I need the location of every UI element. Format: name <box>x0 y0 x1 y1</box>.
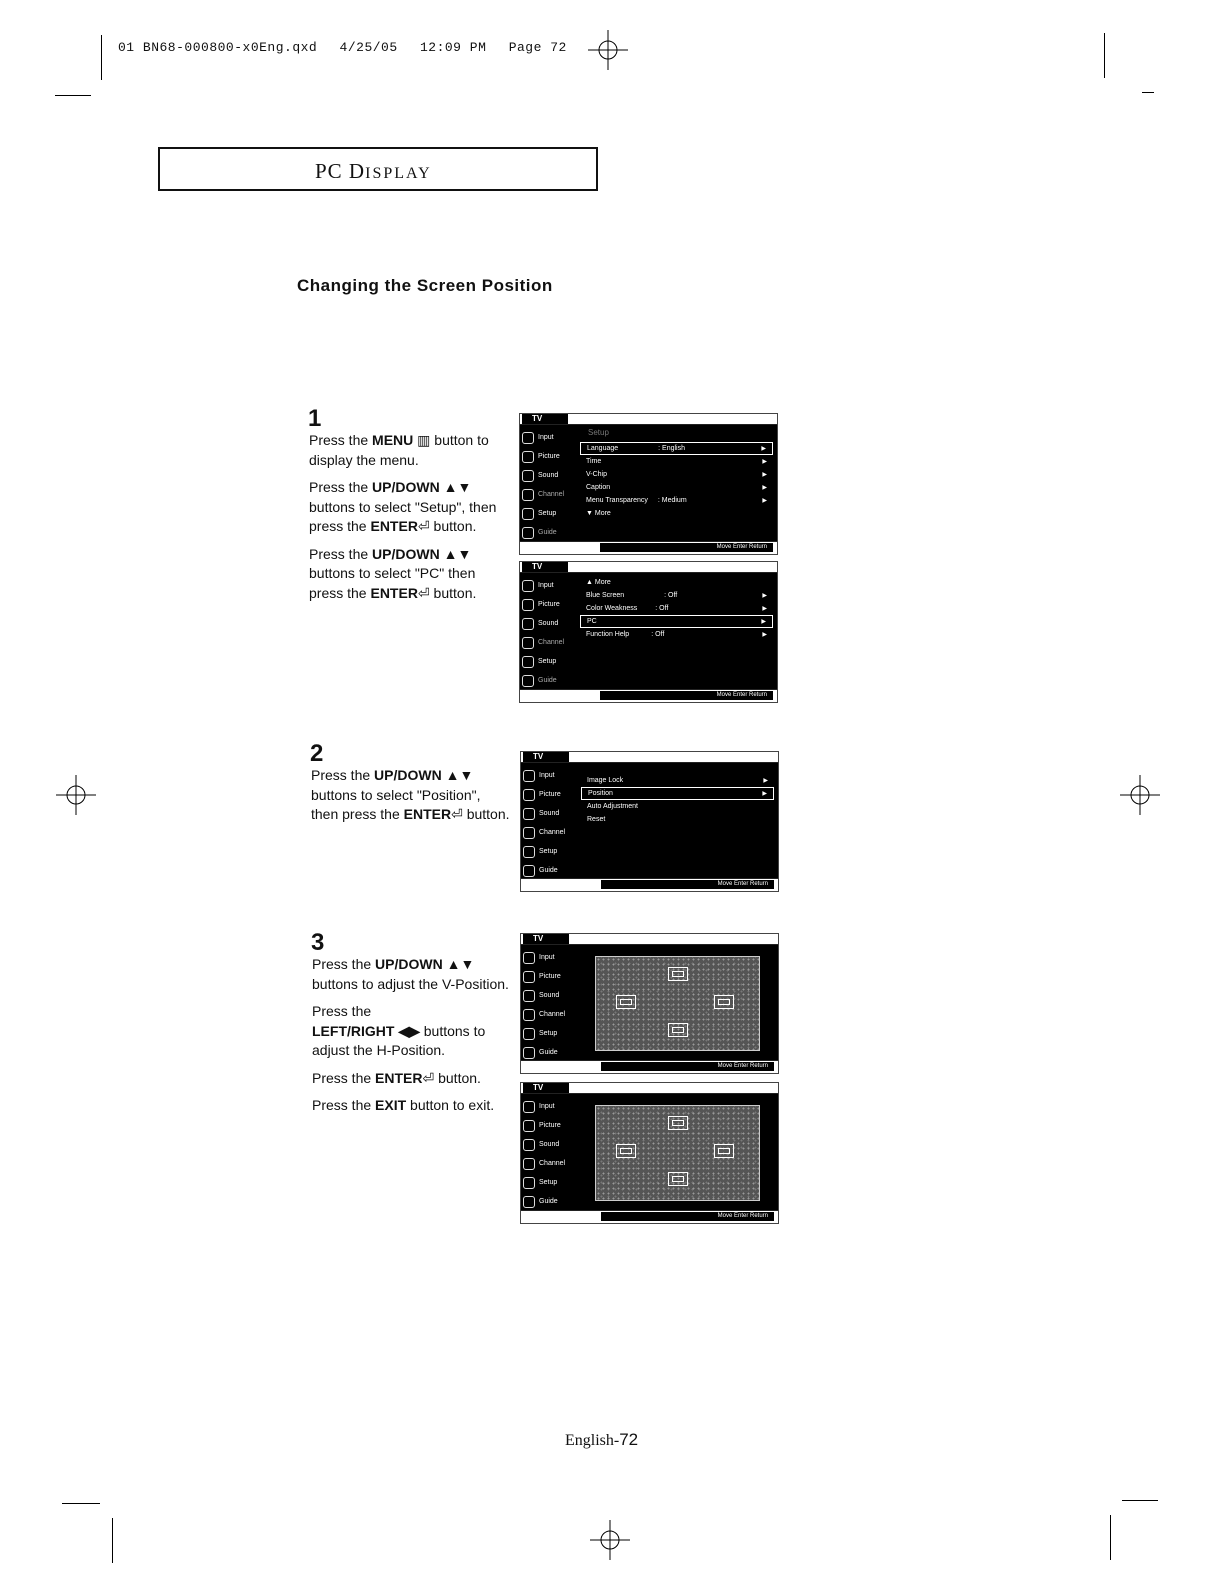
sidebar-label: Channel <box>539 829 566 836</box>
setup-icon <box>523 1177 535 1189</box>
sidebar-item-picture <box>523 1116 579 1135</box>
sound-icon <box>523 1139 535 1151</box>
tv-menu-screenshot <box>519 561 778 703</box>
menu-row <box>580 494 773 507</box>
tv-sidebar <box>522 428 578 542</box>
setup-icon <box>523 1028 535 1040</box>
sidebar-label: Picture <box>539 1122 561 1129</box>
row-label: V-Chip <box>586 471 608 478</box>
tv-hint-bar <box>521 1210 778 1223</box>
registration-mark-icon <box>56 775 96 815</box>
position-right-icon <box>714 1144 734 1158</box>
hint-text: Move Enter Return <box>600 543 773 552</box>
menu-row <box>580 442 773 455</box>
arrow-right-icon: ▶ <box>762 472 767 478</box>
guide-icon <box>522 675 534 687</box>
picture-icon <box>523 971 535 983</box>
tv-sidebar <box>523 1097 579 1211</box>
key-name: ENTER <box>375 1069 423 1086</box>
key-name: LEFT/RIGHT ◀▶ <box>312 1022 420 1039</box>
sidebar-label: Input <box>538 434 554 441</box>
key-name: ENTER <box>403 806 452 822</box>
tv-top-bar <box>520 562 777 573</box>
sidebar-label: Setup <box>539 848 558 855</box>
tv-top-bar <box>521 1083 778 1094</box>
row-label: Menu Transparency <box>586 497 648 504</box>
sidebar-item-setup <box>522 652 578 671</box>
tv-label: TV <box>523 1083 569 1093</box>
key-name: UP/DOWN ▲▼ <box>374 767 474 783</box>
menu-row <box>580 589 773 602</box>
arrow-right-icon: ▶ <box>762 632 767 638</box>
row-label: Reset <box>587 816 606 823</box>
sidebar-item-channel <box>523 823 579 842</box>
menu-key-icon: ▥ <box>413 432 431 448</box>
sidebar-label: Channel <box>539 1011 566 1018</box>
menu-row <box>580 455 773 468</box>
instruction-paragraph <box>312 955 512 994</box>
crop-mark <box>1104 33 1105 78</box>
row-value: : Medium <box>657 497 687 504</box>
row-label: Language <box>587 445 619 452</box>
picture-icon <box>523 1120 535 1132</box>
guide-icon <box>523 865 535 877</box>
slug-time: 12:09 PM <box>419 40 487 55</box>
input-icon <box>523 770 535 782</box>
position-adjust-area <box>595 1105 760 1201</box>
text: Press the <box>312 956 376 972</box>
text: button to exit. <box>406 1097 495 1113</box>
sidebar-label: Guide <box>538 677 557 684</box>
text: button. <box>462 806 510 822</box>
row-label: Auto Adjustment <box>587 803 638 810</box>
picture-icon <box>522 599 534 611</box>
crop-mark <box>55 95 91 96</box>
registration-mark-icon <box>590 1520 630 1560</box>
setup-icon <box>522 656 534 668</box>
step-3-instructions <box>312 955 512 1124</box>
tv-hint-bar <box>520 689 777 702</box>
tv-top-bar <box>521 752 778 763</box>
sidebar-label: Input <box>539 954 555 961</box>
row-label: Color Weakness <box>586 605 638 612</box>
menu-row <box>581 787 774 800</box>
sidebar-item-picture <box>523 785 579 804</box>
tv-menu-panel <box>581 774 774 877</box>
position-left-icon <box>616 1144 636 1158</box>
sidebar-item-guide <box>522 523 578 542</box>
sidebar-item-input <box>523 766 579 785</box>
sidebar-item-setup <box>522 504 578 523</box>
arrow-right-icon: ▶ <box>761 619 766 625</box>
tv-menu-screenshot <box>519 413 778 555</box>
key-name: UP/DOWN ▲▼ <box>375 956 475 972</box>
text: button. <box>434 1069 481 1086</box>
sidebar-item-input <box>522 576 578 595</box>
row-label: Image Lock <box>587 777 624 784</box>
arrow-right-icon: ▶ <box>762 459 767 465</box>
crop-mark <box>101 35 102 80</box>
tv-label: TV <box>522 562 568 572</box>
key-name: UP/DOWN ▲▼ <box>372 545 472 562</box>
printer-slug <box>118 40 581 55</box>
sidebar-label: Channel <box>538 639 565 646</box>
text: Press the <box>311 767 375 783</box>
text: buttons to select "Position", then press the <box>311 786 481 822</box>
position-up-icon <box>668 1116 688 1130</box>
sidebar-item-setup <box>523 842 579 861</box>
key-name: EXIT <box>375 1097 407 1113</box>
text: Press the <box>309 479 373 495</box>
sidebar-label: Setup <box>539 1179 558 1186</box>
menu-row <box>580 628 773 641</box>
sidebar-label: Sound <box>539 810 560 817</box>
position-adjust-area <box>595 956 760 1051</box>
sidebar-item-setup <box>523 1173 579 1192</box>
crop-mark <box>62 1503 100 1504</box>
text: buttons to adjust the H-Position. <box>312 1022 486 1058</box>
sidebar-item-channel <box>523 1154 579 1173</box>
sidebar-label: Guide <box>538 529 557 536</box>
sidebar-item-input <box>523 1097 579 1116</box>
menu-row <box>580 576 773 589</box>
sidebar-label: Sound <box>539 992 560 999</box>
sidebar-item-sound <box>523 1135 579 1154</box>
tv-hint-bar <box>521 1060 778 1073</box>
page-number-value: 72 <box>619 1430 639 1449</box>
sidebar-label: Picture <box>538 601 560 608</box>
sidebar-item-picture <box>522 447 578 466</box>
row-value: : Off <box>664 592 678 599</box>
sidebar-item-picture <box>522 595 578 614</box>
sidebar-label: Guide <box>539 1049 558 1056</box>
enter-key-icon: ⏎ <box>417 584 430 601</box>
row-label: ▲ More <box>586 579 611 586</box>
instruction-paragraph <box>309 478 509 537</box>
input-icon <box>523 1101 535 1113</box>
menu-row <box>580 615 773 628</box>
menu-row <box>581 813 774 826</box>
enter-key-icon: ⏎ <box>417 518 430 534</box>
arrow-right-icon: ▶ <box>762 791 767 797</box>
input-icon <box>522 580 534 592</box>
sidebar-item-channel <box>522 633 578 652</box>
sidebar-label: Sound <box>538 472 559 479</box>
hint-text: Move Enter Return <box>601 1062 774 1071</box>
enter-key-icon: ⏎ <box>422 1069 435 1086</box>
tv-hint-bar <box>520 541 777 554</box>
sidebar-label: Guide <box>539 867 558 874</box>
registration-mark-icon <box>588 30 628 70</box>
key-name: UP/DOWN ▲▼ <box>372 479 472 495</box>
sidebar-item-channel <box>523 1005 579 1024</box>
sound-icon <box>523 808 535 820</box>
sound-icon <box>523 990 535 1002</box>
sidebar-item-sound <box>522 466 578 485</box>
arrow-right-icon: ▶ <box>761 446 766 452</box>
key-name: ENTER <box>370 518 418 534</box>
sidebar-label: Channel <box>539 1160 566 1167</box>
tv-sidebar <box>522 576 578 690</box>
guide-icon <box>523 1196 535 1208</box>
guide-icon <box>523 1047 535 1059</box>
instruction-paragraph <box>311 766 511 825</box>
slug-file: 01 BN68-000800-x0Eng.qxd <box>118 40 318 55</box>
sidebar-label: Setup <box>539 1030 558 1037</box>
title-smallcaps: ISPLAY <box>365 165 432 182</box>
title-initials: PC D <box>315 159 366 183</box>
picture-icon <box>523 789 535 801</box>
tv-label: TV <box>523 934 569 944</box>
page-number <box>565 1430 638 1450</box>
sidebar-label: Input <box>539 1103 555 1110</box>
menu-title: Setup <box>588 428 609 437</box>
text: button. <box>429 584 477 601</box>
guide-icon <box>522 527 534 539</box>
text: button. <box>429 518 477 534</box>
position-down-icon <box>668 1023 688 1037</box>
arrow-right-icon: ▶ <box>763 778 768 784</box>
sound-icon <box>522 470 534 482</box>
sidebar-label: Setup <box>538 510 557 517</box>
row-label: Position <box>588 790 613 797</box>
enter-key-icon: ⏎ <box>451 806 463 822</box>
channel-icon <box>523 1009 535 1021</box>
tv-menu-screenshot <box>520 751 779 892</box>
menu-row <box>580 481 773 494</box>
text: buttons to adjust the V-Position. <box>312 975 509 992</box>
sidebar-item-setup <box>523 1024 579 1043</box>
slug-page: Page 72 <box>508 40 567 55</box>
step-2-instructions <box>311 766 511 833</box>
tv-top-bar <box>520 414 777 425</box>
tv-label: TV <box>522 414 568 424</box>
sidebar-item-sound <box>522 614 578 633</box>
row-label: Caption <box>586 484 611 491</box>
crop-mark <box>1110 1515 1111 1560</box>
text: Press the <box>309 432 373 448</box>
position-up-icon <box>668 967 688 981</box>
tv-label: TV <box>523 752 569 762</box>
step-1-instructions <box>309 431 509 611</box>
input-icon <box>523 952 535 964</box>
row-value: : Off <box>655 605 669 612</box>
row-label: Time <box>586 458 602 465</box>
text: Press the <box>312 1003 372 1019</box>
sidebar-item-channel <box>522 485 578 504</box>
menu-row <box>580 602 773 615</box>
sidebar-item-sound <box>523 986 579 1005</box>
sidebar-label: Input <box>538 582 554 589</box>
tv-menu-panel <box>580 576 773 688</box>
text: buttons to select "PC" then press the <box>309 565 476 601</box>
sidebar-item-sound <box>523 804 579 823</box>
page-title <box>315 159 432 184</box>
menu-row <box>580 468 773 481</box>
sidebar-item-guide <box>523 1192 579 1211</box>
key-name: MENU <box>372 432 414 448</box>
crop-mark <box>1142 92 1154 93</box>
arrow-right-icon: ▶ <box>762 606 767 612</box>
slug-date: 4/25/05 <box>339 40 398 55</box>
step-number: 1 <box>308 405 322 432</box>
step-number: 2 <box>310 740 324 767</box>
registration-mark-icon <box>1120 775 1160 815</box>
instruction-paragraph <box>309 545 509 604</box>
channel-icon <box>523 1158 535 1170</box>
instruction-paragraph <box>312 1069 522 1089</box>
position-down-icon <box>668 1172 688 1186</box>
hint-text: Move Enter Return <box>600 691 773 700</box>
menu-row <box>581 774 774 787</box>
sidebar-item-input <box>522 428 578 447</box>
tv-position-screenshot <box>520 1082 779 1224</box>
channel-icon <box>522 637 534 649</box>
input-icon <box>522 432 534 444</box>
position-right-icon <box>714 995 734 1009</box>
position-left-icon <box>616 995 636 1009</box>
sidebar-label: Setup <box>538 658 557 665</box>
setup-icon <box>523 846 535 858</box>
channel-icon <box>522 489 534 501</box>
menu-row <box>581 800 774 813</box>
sidebar-label: Picture <box>539 791 561 798</box>
key-name: ENTER <box>370 584 418 601</box>
tv-position-screenshot <box>520 933 779 1074</box>
text: button to display the menu. <box>309 432 489 468</box>
text: Press the <box>309 545 373 562</box>
sidebar-label: Sound <box>538 620 559 627</box>
section-title-box <box>158 147 598 191</box>
text: Press the <box>312 1097 376 1113</box>
sidebar-label: Guide <box>539 1198 558 1205</box>
sidebar-label: Input <box>539 772 555 779</box>
crop-mark <box>1122 1500 1158 1501</box>
sound-icon <box>522 618 534 630</box>
sidebar-label: Picture <box>538 453 560 460</box>
row-value: : Off <box>651 631 665 638</box>
tv-menu-panel <box>580 428 773 540</box>
arrow-right-icon: ▶ <box>762 485 767 491</box>
sidebar-label: Channel <box>538 491 565 498</box>
arrow-right-icon: ▶ <box>762 498 767 504</box>
instruction-paragraph <box>309 431 509 470</box>
menu-row <box>580 507 773 520</box>
sidebar-item-input <box>523 948 579 967</box>
tv-sidebar <box>523 948 579 1062</box>
text: Press the <box>312 1069 376 1086</box>
row-label: Blue Screen <box>586 592 625 599</box>
instruction-paragraph <box>312 1096 512 1116</box>
channel-icon <box>523 827 535 839</box>
step-number: 3 <box>311 929 325 956</box>
sidebar-label: Sound <box>539 1141 560 1148</box>
section-heading: Changing the Screen Position <box>297 276 553 295</box>
row-value: : English <box>658 445 686 452</box>
crop-mark <box>112 1518 113 1563</box>
tv-sidebar <box>523 766 579 880</box>
tv-hint-bar <box>521 878 778 891</box>
hint-text: Move Enter Return <box>601 1212 774 1221</box>
picture-icon <box>522 451 534 463</box>
row-label: ▼ More <box>586 510 611 517</box>
sidebar-label: Picture <box>539 973 561 980</box>
page-number-prefix: English- <box>565 1432 620 1449</box>
setup-icon <box>522 508 534 520</box>
arrow-right-icon: ▶ <box>762 593 767 599</box>
row-label: Function Help <box>586 631 630 638</box>
sidebar-item-guide <box>522 671 578 690</box>
row-label: PC <box>587 618 597 625</box>
instruction-paragraph <box>312 1002 512 1061</box>
hint-text: Move Enter Return <box>601 880 774 889</box>
text: buttons to select "Setup", then press the <box>309 498 497 534</box>
tv-top-bar <box>521 934 778 945</box>
sidebar-item-picture <box>523 967 579 986</box>
